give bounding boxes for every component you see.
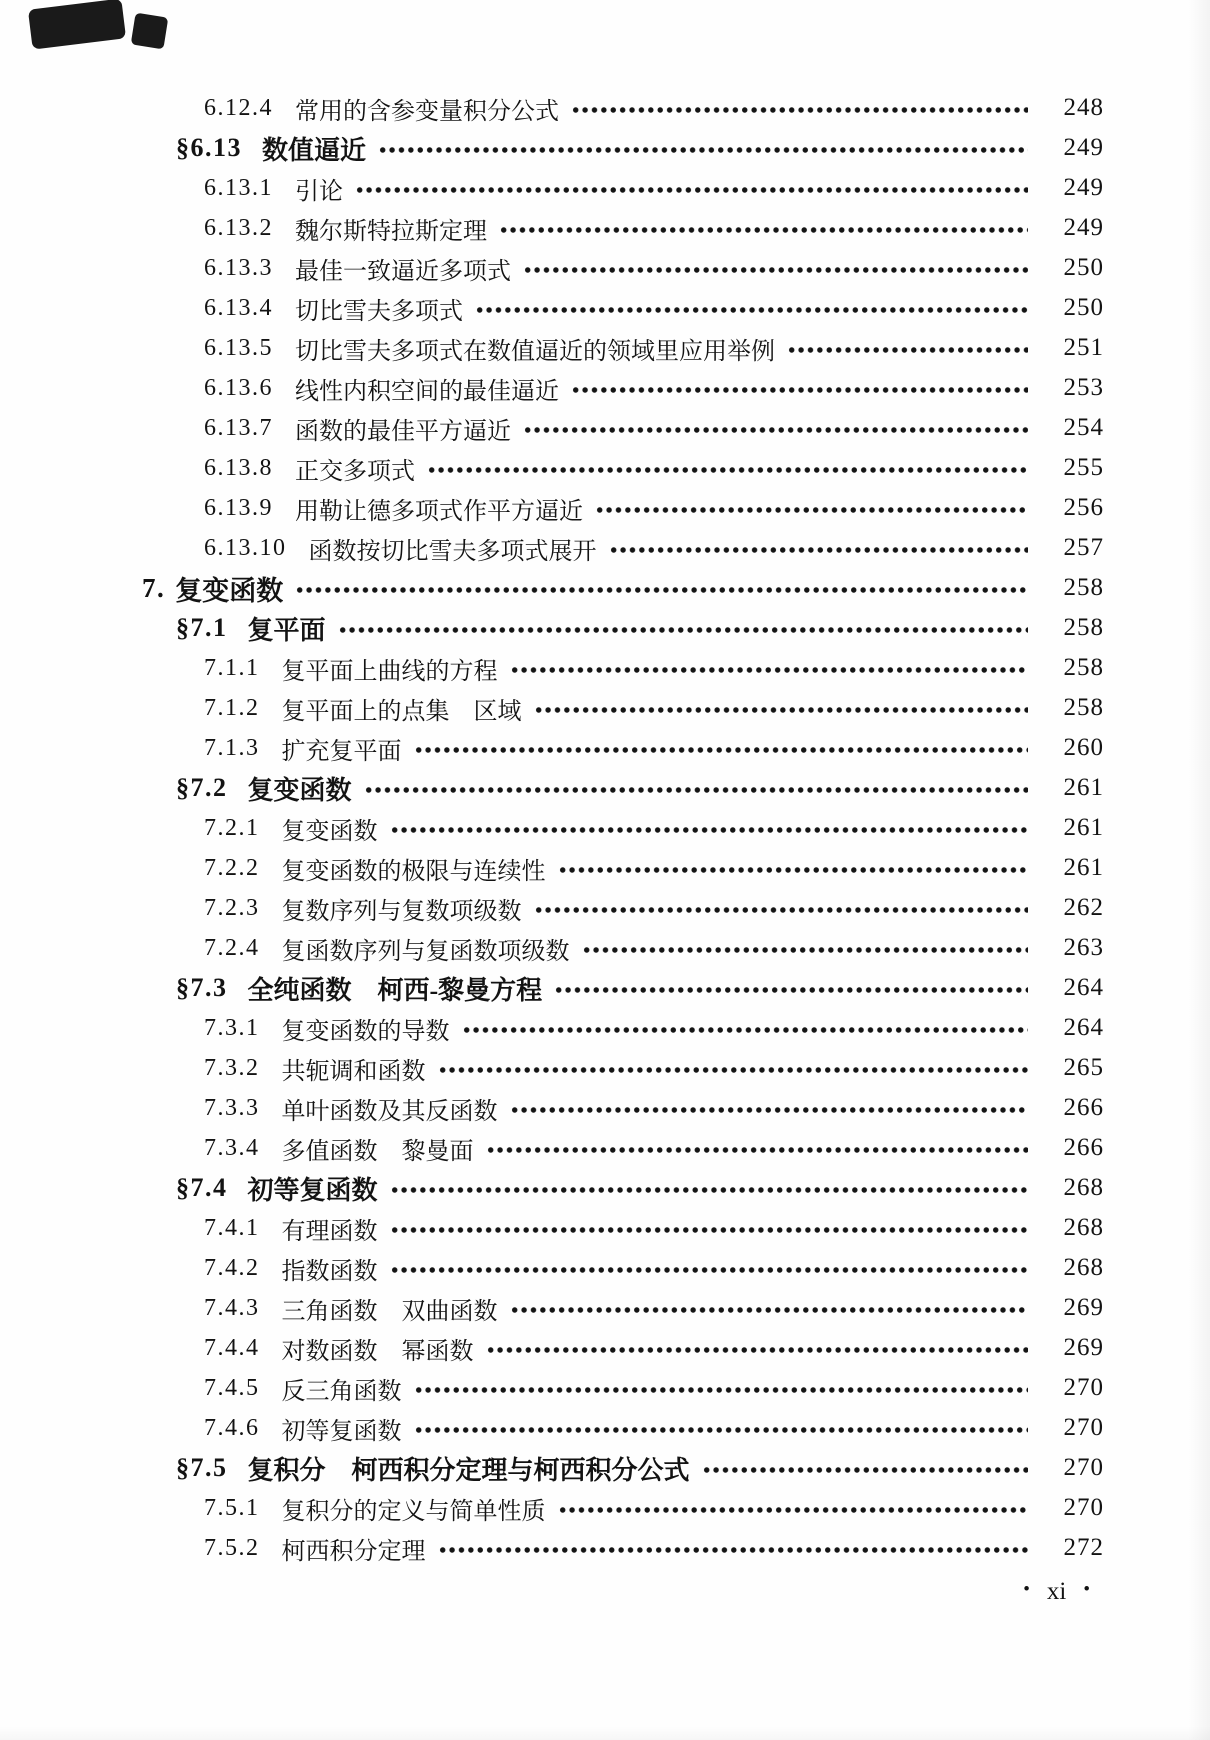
dot-leader (390, 1225, 1029, 1235)
toc-entry-title: 多值函数 黎曼面 (281, 1138, 474, 1165)
toc-entry (0, 368, 1104, 408)
toc-entry-number: 7.2.2 (204, 854, 260, 881)
toc-entry-title: 引论 (295, 178, 343, 205)
toc-entry (0, 1008, 1104, 1048)
toc-entry (0, 1128, 1104, 1168)
toc-entry-page: 256 (1063, 494, 1104, 521)
dot-leader (523, 425, 1028, 435)
toc-entry-number: 6.13.4 (204, 294, 273, 321)
dot-leader (523, 265, 1028, 275)
toc-entry (0, 1448, 1104, 1488)
toc-entry (0, 288, 1104, 328)
toc-entry (0, 568, 1104, 608)
toc-entry-page: 248 (1063, 94, 1104, 121)
toc-entry-title: 线性内积空间的最佳逼近 (295, 378, 559, 405)
toc-entry-title: 初等复函数 (281, 1418, 402, 1445)
toc-entry-title: 函数的最佳平方逼近 (295, 418, 511, 445)
toc-entry-title: 复函数序列与复函数项级数 (281, 938, 570, 965)
toc-entry (0, 1488, 1104, 1528)
toc-entry-page: 269 (1063, 1334, 1104, 1361)
toc-entry (0, 968, 1104, 1008)
toc-entry-page: 261 (1063, 774, 1104, 801)
toc-entry (0, 528, 1104, 568)
page-edge-shading (0, 1726, 1210, 1740)
toc-entry-page: 268 (1063, 1254, 1104, 1281)
toc-entry-title: 共轭调和函数 (281, 1058, 426, 1085)
toc-entry-number: 7.2.3 (204, 894, 260, 921)
dot-leader (787, 345, 1028, 355)
toc-entry (0, 168, 1104, 208)
toc-entry (0, 128, 1104, 168)
toc-entry (0, 248, 1104, 288)
toc-entry-title: 初等复函数 (247, 1175, 378, 1205)
toc-entry (0, 1168, 1104, 1208)
dot-leader (582, 945, 1029, 955)
toc-entry (0, 1088, 1104, 1128)
dot-leader (438, 1065, 1029, 1075)
toc-entry-number: §6.13 (176, 133, 242, 162)
dot-leader (427, 465, 1028, 475)
toc-entry-page: 258 (1063, 694, 1104, 721)
toc-entry-number: 7.4.6 (204, 1414, 260, 1441)
toc-entry-number: §7.5 (176, 1453, 228, 1482)
footer-right-bullet: • (1083, 1579, 1090, 1600)
dot-leader (510, 1305, 1029, 1315)
toc-entry-number: 6.13.2 (204, 214, 273, 241)
dot-leader (609, 545, 1029, 555)
toc-entry (0, 408, 1104, 448)
toc-entry-page: 266 (1063, 1134, 1104, 1161)
toc-entry-page: 268 (1063, 1214, 1104, 1241)
toc-entry-title: 复变函数的极限与连续性 (281, 858, 546, 885)
toc-entry-page: 266 (1063, 1094, 1104, 1121)
toc-entry (0, 448, 1104, 488)
toc-entry-page: 270 (1063, 1494, 1104, 1521)
toc-entry-number: §7.3 (176, 973, 228, 1002)
toc-entry-page: 261 (1063, 854, 1104, 881)
toc-entry-page: 265 (1063, 1054, 1104, 1081)
toc-entry-page: 254 (1063, 414, 1104, 441)
toc-entry-page: 257 (1063, 534, 1104, 561)
dot-leader (390, 1185, 1028, 1195)
toc-entry-page: 251 (1063, 334, 1104, 361)
dot-leader (475, 305, 1028, 315)
toc-entry-number: 6.12.4 (204, 94, 273, 121)
dot-leader (390, 825, 1029, 835)
dot-leader (414, 1385, 1029, 1395)
dot-leader (295, 585, 1028, 595)
dot-leader (558, 865, 1029, 875)
toc-entry-page: 258 (1063, 654, 1104, 681)
toc-entry-number: 6.13.3 (204, 254, 273, 281)
toc-entry-number: 7.1.2 (204, 694, 260, 721)
dot-leader (338, 625, 1028, 635)
toc-entry-number: 7.5.1 (204, 1494, 260, 1521)
dot-leader (486, 1145, 1029, 1155)
footer-left-bullet: • (1023, 1579, 1030, 1600)
toc-entry-title: 用勒让德多项式作平方逼近 (295, 498, 583, 525)
toc-entry-number: 7.4.5 (204, 1374, 260, 1401)
toc-entry (0, 608, 1104, 648)
toc-entry-number: 7.5.2 (204, 1534, 260, 1561)
toc-entry-title: 反三角函数 (281, 1378, 402, 1405)
page-number-roman: xi (1046, 1578, 1067, 1605)
dot-leader (571, 105, 1028, 115)
toc-entry-title: 复积分 柯西积分定理与柯西积分公式 (247, 1455, 690, 1485)
dot-leader (355, 185, 1028, 195)
toc-entry (0, 1208, 1104, 1248)
toc-entry-page: 272 (1063, 1534, 1104, 1561)
toc-entry-number: 7. (142, 572, 166, 603)
dot-leader (510, 665, 1029, 675)
toc-entry-number: 7.1.3 (204, 734, 260, 761)
scan-ink-artifact (131, 13, 169, 50)
toc-entry (0, 488, 1104, 528)
toc-entry-number: 7.3.3 (204, 1094, 260, 1121)
dot-leader (414, 1425, 1029, 1435)
toc-entry-page: 249 (1063, 174, 1104, 201)
toc-entry-page: 270 (1063, 1374, 1104, 1401)
toc-entry-number: 7.4.1 (204, 1214, 260, 1241)
dot-leader (499, 225, 1028, 235)
toc-entry (0, 688, 1104, 728)
toc-entry-title: 复平面 (247, 615, 326, 645)
toc-entry-title: 指数函数 (281, 1258, 378, 1285)
toc-entry-number: §7.4 (176, 1173, 228, 1202)
toc-entry-title: 有理函数 (281, 1218, 378, 1245)
toc-entry-number: §7.1 (176, 613, 228, 642)
toc-entry-title: 复变函数 (281, 818, 378, 845)
toc-entry-title: 复数序列与复数项级数 (281, 898, 522, 925)
dot-leader (510, 1105, 1029, 1115)
toc-entry-title: 扩充复平面 (281, 738, 402, 765)
toc-entry (0, 768, 1104, 808)
dot-leader (438, 1545, 1029, 1555)
toc-entry-page: 262 (1063, 894, 1104, 921)
toc-entry-page: 264 (1063, 1014, 1104, 1041)
toc-entry-number: 7.1.1 (204, 654, 260, 681)
toc-entry (0, 208, 1104, 248)
toc-entry (0, 728, 1104, 768)
toc-entry-page: 250 (1063, 254, 1104, 281)
toc-entry-page: 249 (1063, 214, 1104, 241)
toc-entry-page: 258 (1063, 574, 1104, 601)
toc-entry-title: 常用的含参变量积分公式 (295, 98, 559, 125)
toc-entry-page: 268 (1063, 1174, 1104, 1201)
toc-entry (0, 1288, 1104, 1328)
toc-entry-title: 柯西积分定理 (281, 1538, 426, 1565)
toc-entry-number: 7.4.2 (204, 1254, 260, 1281)
toc-entry-number: 7.4.4 (204, 1334, 260, 1361)
toc-entry (0, 1048, 1104, 1088)
toc-entry-title: 单叶函数及其反函数 (281, 1098, 498, 1125)
toc-entry-page: 261 (1063, 814, 1104, 841)
toc-entry-page: 270 (1063, 1414, 1104, 1441)
toc-entry-page: 269 (1063, 1294, 1104, 1321)
dot-leader (595, 505, 1028, 515)
toc-entry-number: 6.13.5 (204, 334, 273, 361)
toc-entry (0, 1408, 1104, 1448)
toc-entry-number: 7.2.4 (204, 934, 260, 961)
toc-entry-page: 264 (1063, 974, 1104, 1001)
toc-entry-title: 数值逼近 (262, 135, 367, 165)
toc-entry-title: 对数函数 幂函数 (281, 1338, 474, 1365)
toc-entry (0, 928, 1104, 968)
page-footer (1023, 1578, 1090, 1606)
toc-entry-page: 249 (1063, 134, 1104, 161)
dot-leader (534, 705, 1029, 715)
toc-entry-page: 270 (1063, 1454, 1104, 1481)
toc-entry-number: 6.13.10 (204, 534, 287, 561)
toc-entry (0, 328, 1104, 368)
toc-entry-title: 最佳一致逼近多项式 (295, 258, 511, 285)
toc-entry-page: 263 (1063, 934, 1104, 961)
scan-ink-artifact (28, 0, 126, 50)
dot-leader (558, 1505, 1029, 1515)
toc-entry-title: 正交多项式 (295, 458, 415, 485)
toc-entry-title: 复变函数的导数 (281, 1018, 450, 1045)
toc-entry-page: 260 (1063, 734, 1104, 761)
table-of-contents (0, 88, 1104, 1568)
toc-entry-number: 7.3.4 (204, 1134, 260, 1161)
dot-leader (554, 985, 1028, 995)
toc-entry-title: 复积分的定义与简单性质 (281, 1498, 546, 1525)
toc-entry-title: 复变函数 (175, 575, 284, 606)
toc-entry (0, 888, 1104, 928)
dot-leader (364, 785, 1028, 795)
toc-entry-number: 7.3.1 (204, 1014, 260, 1041)
dot-leader (378, 145, 1028, 155)
toc-entry (0, 648, 1104, 688)
dot-leader (486, 1345, 1029, 1355)
toc-entry-number: 7.2.1 (204, 814, 260, 841)
toc-entry-page: 250 (1063, 294, 1104, 321)
toc-entry (0, 1528, 1104, 1568)
toc-entry-number: 6.13.8 (204, 454, 273, 481)
dot-leader (390, 1265, 1029, 1275)
toc-entry-title: 复变函数 (247, 775, 352, 805)
toc-entry (0, 1368, 1104, 1408)
toc-entry-title: 复平面上的点集 区域 (281, 698, 522, 725)
toc-entry-number: §7.2 (176, 773, 228, 802)
dot-leader (462, 1025, 1029, 1035)
toc-entry-title: 魏尔斯特拉斯定理 (295, 218, 487, 245)
toc-entry (0, 1248, 1104, 1288)
toc-entry-title: 三角函数 双曲函数 (281, 1298, 498, 1325)
toc-entry-page: 258 (1063, 614, 1104, 641)
toc-entry-title: 复平面上曲线的方程 (281, 658, 498, 685)
toc-entry (0, 808, 1104, 848)
toc-entry-number: 6.13.6 (204, 374, 273, 401)
toc-entry-page: 255 (1063, 454, 1104, 481)
toc-entry-page: 253 (1063, 374, 1104, 401)
dot-leader (534, 905, 1029, 915)
toc-entry-number: 6.13.1 (204, 174, 273, 201)
toc-entry-number: 7.3.2 (204, 1054, 260, 1081)
toc-entry (0, 848, 1104, 888)
toc-entry (0, 88, 1104, 128)
toc-entry (0, 1328, 1104, 1368)
toc-entry-number: 6.13.7 (204, 414, 273, 441)
dot-leader (702, 1465, 1028, 1475)
toc-entry-title: 全纯函数 柯西-黎曼方程 (247, 975, 543, 1005)
dot-leader (414, 745, 1029, 755)
toc-entry-title: 切比雪夫多项式 (295, 298, 463, 325)
toc-entry-title: 切比雪夫多项式在数值逼近的领域里应用举例 (295, 338, 775, 365)
toc-entry-number: 7.4.3 (204, 1294, 260, 1321)
toc-entry-number: 6.13.9 (204, 494, 273, 521)
dot-leader (571, 385, 1028, 395)
toc-entry-title: 函数按切比雪夫多项式展开 (308, 538, 597, 565)
page-edge-shading (1188, 0, 1210, 1740)
